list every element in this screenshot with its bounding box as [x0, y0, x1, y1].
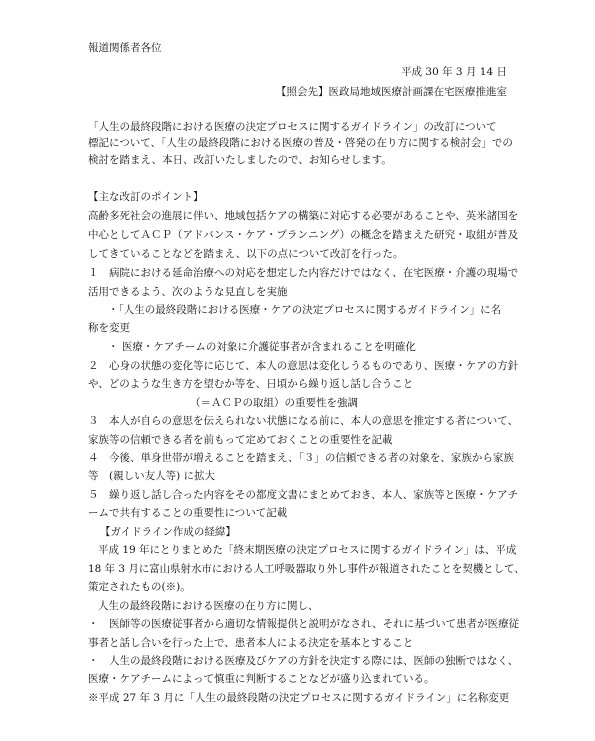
release-date: 平成 30 年 3 月 14 日 — [401, 66, 507, 78]
points-line: ３ 本人が自らの意思を伝えられない状態になる前に、本人の意思を推定する者について、 — [88, 415, 519, 427]
section-heading-history: 【ガイドライン作成の経緯】 — [100, 526, 236, 538]
contact-info: 【照会先】医政局地域医療計画課在宅医療推進室 — [276, 86, 507, 98]
points-line: （＝ＡＣＰの取組）の重要性を強調 — [190, 397, 358, 409]
footnote: ※平成 27 年 3 月に「人生の最終段階の決定プロセスに関するガイドライン」に名称変更 — [88, 692, 510, 704]
points-line: や、どのような生き方を望むか等を、日頃から繰り返し話し合うこと — [88, 378, 414, 390]
bullet-line: 称を変更 — [88, 322, 130, 334]
points-line: ５ 繰り返し話し合った内容をその都度文書にまとめておき、本人、家族等と医療・ケアチ — [88, 489, 519, 501]
history-line: 事者と話し合いを行った上で、患者本人による決定を基本とすること — [88, 637, 414, 649]
history-line: ・ 医師等の医療従事者から適切な情報提供と説明がなされ、それに基づいて患者が医療従 — [88, 618, 520, 630]
points-line: 活用できるよう、次のような見直しを実施 — [88, 286, 288, 298]
points-line: してきていることなどを踏まえ、以下の点について改訂を行った。 — [88, 248, 404, 260]
points-line: 家族等の信頼できる者を前もって定めておくことの重要性を記載 — [88, 434, 393, 446]
section-heading-points: 【主な改訂のポイント】 — [88, 191, 204, 203]
history-line: 人生の最終段階における医療の在り方に関し、 — [98, 600, 319, 612]
bullet-line: ・ 医療・ケアチームの対象に介護従事者が含まれることを明確化 — [108, 341, 416, 353]
history-line: 18 年 3 月に富山県射水市における人工呼吸器取り外し事件が報道されたことを契機として、 — [88, 563, 525, 575]
intro-line: 「人生の最終段階における医療の決定プロセスに関するガイドライン」の改訂について — [88, 121, 497, 133]
history-line: 策定されたもの(※)。 — [88, 581, 191, 593]
intro-line: 検討を踏まえ、本日、改訂いたしましたので、お知らせします。 — [88, 154, 392, 166]
points-line: ームで共有することの重要性について記載 — [88, 507, 288, 519]
history-line: 平成 19 年にとりまとめた「終末期医療の決定プロセスに関するガイドライン」は、平成 — [98, 544, 517, 556]
points-line: 等 (親しい友人等) に拡大 — [88, 470, 216, 482]
addressee: 報道関係者各位 — [88, 42, 162, 54]
points-line: １ 病院における延命治療への対応を想定した内容だけではなく、在宅医療・介護の現場で — [88, 267, 519, 279]
history-line: ・ 人生の最終段階における医療及びケアの方針を決定する際には、医師の独断ではなく、 — [88, 655, 519, 667]
points-line: ４ 今後、単身世帯が増えることを踏まえ、「３」の信頼できる者の対象を、家族から家族 — [88, 452, 514, 464]
bullet-line: ・「人生の最終段階における医療・ケアの決定プロセスに関するガイドライン」に名 — [108, 304, 502, 316]
points-line: ２ 心身の状態の変化等に応じて、本人の意思は変化しうるものであり、医療・ケアの方針 — [88, 360, 519, 372]
points-line: 高齢多死社会の進展に伴い、地域包括ケアの構築に対応する必要があることや、英米諸国を — [88, 210, 519, 222]
points-line: 中心としてＡＣＰ（アドバンス・ケア・プランニング）の概念を踏まえた研究・取組が普及 — [88, 229, 519, 241]
history-line: 医療・ケアチームによって慎重に判断することなどが盛り込まれている。 — [88, 673, 435, 685]
intro-line: 標記について、「人生の最終段階における医療の普及・啓発の在り方に関する検討会」での — [88, 137, 513, 149]
